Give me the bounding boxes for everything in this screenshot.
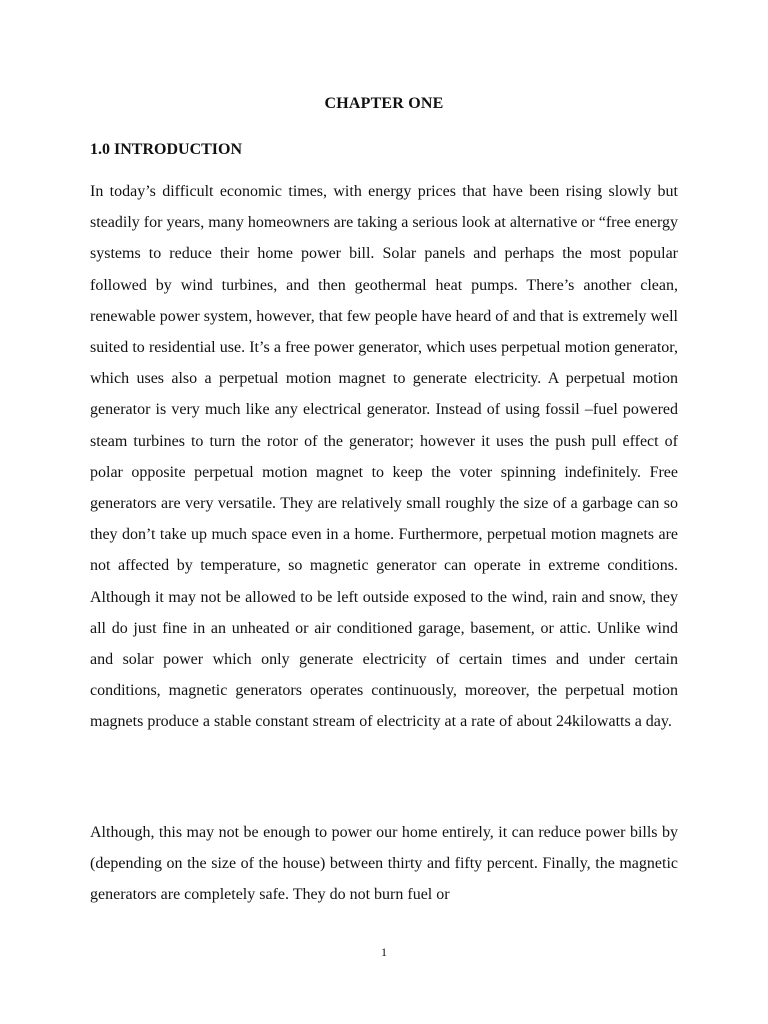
chapter-title: CHAPTER ONE: [324, 95, 444, 112]
section-heading: 1.0 INTRODUCTION: [90, 141, 243, 158]
body-paragraph-2: Although, this may not be enough to power our home entirely, it can reduce power bills by (depending on the size of the house) between thirty and fifty percent. Finally, the magnetic generators are completely safe. They do not burn fuel or: [90, 824, 678, 904]
page-number: 1: [381, 945, 387, 959]
body-paragraph-1: In today’s difficult economic times, with energy prices that have been rising slowly but steadily for years, many homeowners are taking a serious look at alternative or “free energy systems to reduce their home power bill. Solar panels and perhaps the most popular followed by wind turbines, and then geothermal heat pumps. There’s another clean, renewable power system, however, that few people have heard of and that is extremely well suited to residential use. It’s a free power generator, which uses perpetual motion generator, which uses also a perpetual motion magnet to generate electricity. A perpetual motion generator is very much like any electrical generator. Instead of using fossil –fuel powered steam turbines to turn the rotor of the generator; however it uses the push pull effect of polar opposite perpetual motion magnet to keep the voter spinning indefinitely. Free generators are very versatile. They are relatively small roughly the size of a garbage can so they don’t take up much space even in a home. Furthermore, perpetual motion magnets are not affected by temperature, so magnetic generator can operate in extreme conditions. Although it may not be allowed to be left outside exposed to the wind, rain and snow, they all do just fine in an unheated or air conditioned garage, basement, or attic. Unlike wind and solar power which only generate electricity of certain times and under certain conditions, magnetic generators operates continuously, moreover, the perpetual motion magnets produce a stable constant stream of electricity at a rate of about 24kilowatts a day.: [90, 183, 678, 731]
